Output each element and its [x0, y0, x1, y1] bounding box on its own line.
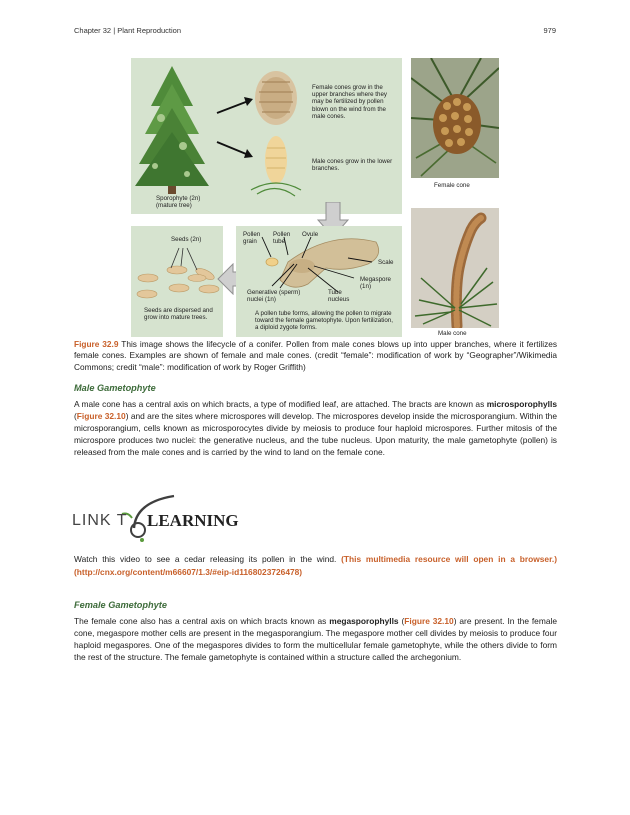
male-cone-icon [251, 136, 301, 196]
page-number: 979 [543, 26, 556, 35]
female-cone-icon [255, 71, 297, 125]
pollen-grain-label: Pollen grain [243, 231, 261, 246]
generative-nuclei-label: Generative (sperm) nuclei (1n) [247, 289, 301, 304]
megaspore-label: Megaspore (1n) [360, 276, 391, 291]
seeds-label: Seeds (2n) [171, 236, 202, 243]
figure-panel-seeds [131, 226, 223, 337]
conifer-illustration [131, 58, 402, 214]
microsporophylls-term: microsporophylls [486, 399, 557, 409]
video-link[interactable]: (This multimedia resource will open in a browser.) (http://cnx.org/content/m66607/1.3/#eip-id1168023726478) [74, 554, 558, 577]
pollen-tube-text: A pollen tube forms, allowing the pollen to migrate toward the female gametophyte. Upon fertilization, a diploid zygote forms. [255, 310, 393, 332]
female-cone-photo [411, 58, 499, 178]
figure-panel-pollen [236, 226, 402, 337]
logo-text-right: LEARNING [147, 511, 239, 530]
ovule-label: Ovule [302, 231, 319, 238]
pollen-tube-label: Pollen tube [273, 231, 291, 246]
female-cone-caption: Female cone [434, 182, 470, 189]
male-cone-text: Male cones grow in the lower branches. [312, 158, 393, 173]
seeds-text: Seeds are dispersed and grow into mature trees. [144, 307, 213, 322]
figure-caption [74, 339, 557, 373]
male-cone-caption: Male cone [438, 330, 467, 337]
figure-32-10-link-2[interactable]: Figure 32.10 [404, 616, 454, 626]
female-gametophyte-heading: Female Gametophyte [74, 600, 167, 610]
link-to-learning-logo [72, 492, 242, 542]
megasporophylls-term: megasporophylls [329, 616, 399, 626]
seed-icon [137, 266, 219, 298]
figure-caption-text: This image shows the lifecycle of a conifer. Pollen from male cones blows up into upper branches, where it fertilizes female cones. Examples are shown of female and male cones. (credit “female”: modification of work by “Geographer”/Wikimedia Commons; credit “male”: modification of work by Roger Griffith) [74, 339, 558, 372]
tube-nucleus-label: Tube nucleus [328, 289, 350, 304]
logo-text-left: LINK T [72, 512, 128, 529]
figure-label: Figure 32.9 [74, 339, 119, 349]
figure-32-10-link[interactable]: Figure 32.10 [76, 410, 126, 421]
pollen-grain-icon [266, 258, 278, 266]
link-to-learning-paragraph: Watch this video to see a cedar releasing its pollen in the wind. (This multimedia resource will open in a browser.) (http://cnx.org/content/m66607/1.3/#eip-id1168023726478) [74, 554, 558, 577]
male-cone-photo [411, 208, 499, 328]
tree-icon [135, 66, 209, 194]
male-gametophyte-heading: Male Gametophyte [74, 383, 156, 393]
female-cone-text: Female cones grow in the upper branches where they may be fertilized by pollen blown on the wind from the male cones. [312, 84, 387, 120]
male-gametophyte-paragraph: A male cone has a central axis on which bracts, a type of modified leaf, are attached. The bracts are known as microsporophylls (Figure 32.10) and are the sites where microspores will develop. The microspores develop inside the microsporangium. Within the microsporangium, cells known as microsporocytes divide by meiosis to produce four haploid microspores. Further mitosis of the microspore produces two nuclei: the generative nucleus, and the tube nucleus. Upon maturity, the male gametophyte (pollen) is released from the male cones and is carried by the wind to land on the female cone. [74, 399, 557, 457]
scale-label: Scale [378, 259, 394, 266]
figure-panel-top [131, 58, 402, 214]
sporophyte-label: Sporophyte (2n) (mature tree) [156, 195, 201, 210]
chapter-header: Chapter 32 | Plant Reproduction [74, 26, 182, 35]
female-gametophyte-paragraph: The female cone also has a central axis on which bracts known as megasporophylls (Figure 32.10) are present. In the female cone, megaspore mother cells are present in the megasporangium. The megaspore mother cell divides by meiosis to produce four haploid megaspores. One of the megaspores divides to form the multicellular female gametophyte, while the others divide to form the rest of the structure. The female gametophyte is contained within a structure called the archegonium. [74, 616, 557, 662]
